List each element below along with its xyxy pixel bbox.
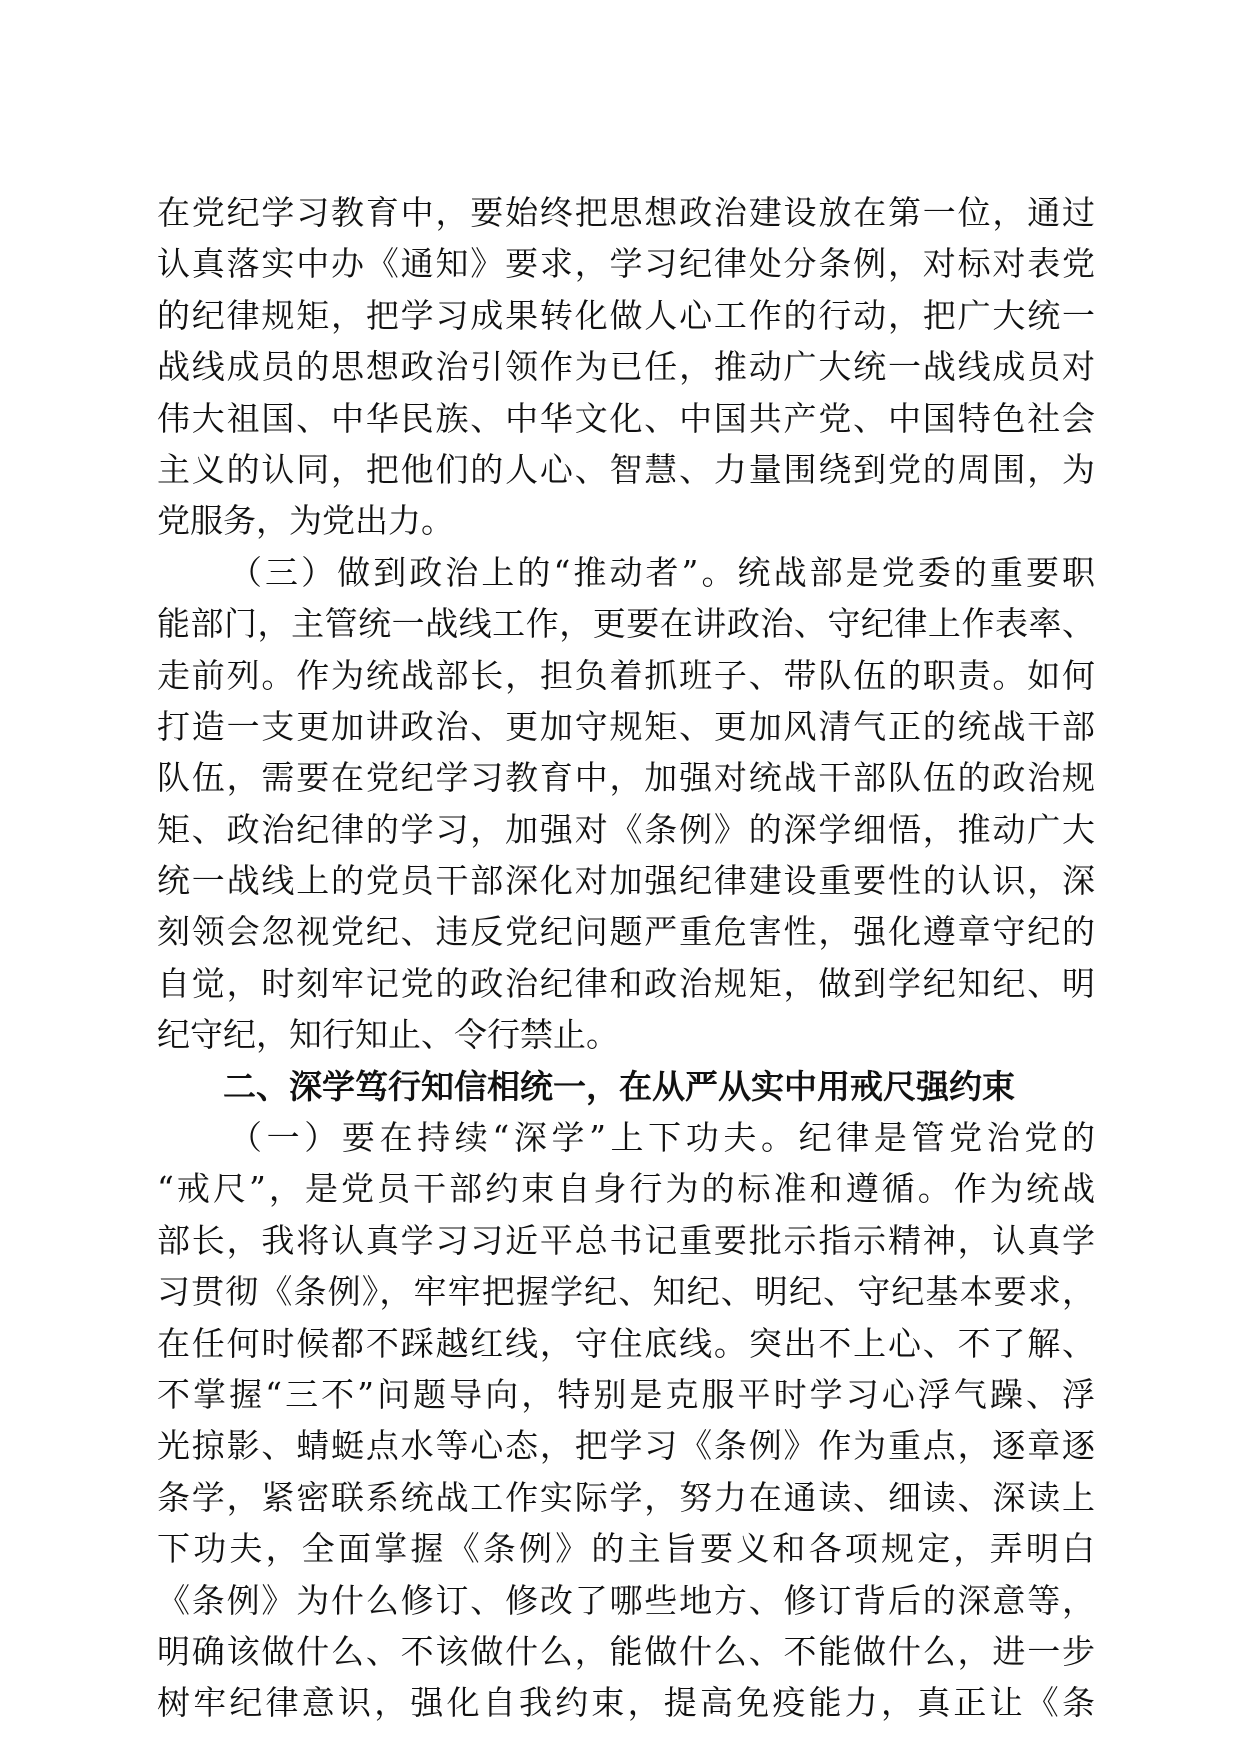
paragraph-line: （一）要在持续“深学”上下功夫。纪律是管党治党的 xyxy=(229,1118,1095,1158)
paragraph-line: 刻领会忽视党纪、违反党纪问题严重危害性，强化遵章守纪的 xyxy=(157,912,1095,952)
paragraph-line: 部长，我将认真学习习近平总书记重要批示指示精神，认真学 xyxy=(157,1220,1095,1260)
paragraph-line: 认真落实中办《通知》要求，学习纪律处分条例，对标对表党 xyxy=(157,244,1095,284)
paragraph-line: 伟大祖国、中华民族、中华文化、中国共产党、中国特色社会 xyxy=(157,398,1095,438)
paragraph-line: 走前列。作为统战部长，担负着抓班子、带队伍的职责。如何 xyxy=(157,655,1095,695)
paragraph-line: 能部门，主管统一战线工作，更要在讲政治、守纪律上作表率、 xyxy=(157,604,1095,644)
paragraph-line: 党服务，为党出力。 xyxy=(157,501,454,541)
paragraph-line: 打造一支更加讲政治、更加守规矩、更加风清气正的统战干部 xyxy=(157,706,1095,746)
paragraph-line: 矩、政治纪律的学习，加强对《条例》的深学细悟，推动广大 xyxy=(157,809,1095,849)
paragraph-line: 在任何时候都不踩越红线，守住底线。突出不上心、不了解、 xyxy=(157,1323,1095,1363)
paragraph-line: 树牢纪律意识，强化自我约束，提高免疫能力，真正让《条 xyxy=(157,1683,1095,1723)
paragraph-line: 条学，紧密联系统战工作实际学，努力在通读、细读、深读上 xyxy=(157,1477,1095,1517)
paragraph-line: 统一战线上的党员干部深化对加强纪律建设重要性的认识，深 xyxy=(157,861,1095,901)
paragraph-line: 习贯彻《条例》，牢牢把握学纪、知纪、明纪、守纪基本要求， xyxy=(157,1272,1095,1312)
paragraph-line: 在党纪学习教育中，要始终把思想政治建设放在第一位，通过 xyxy=(157,193,1095,232)
paragraph-line: 主义的认同，把他们的人心、智慧、力量围绕到党的周围，为 xyxy=(157,449,1095,489)
paragraph-line: 下功夫，全面掌握《条例》的主旨要义和各项规定，弄明白 xyxy=(157,1529,1095,1569)
section-heading: 二、深学笃行知信相统一，在从严从实中用戒尺强约束 xyxy=(223,1066,1015,1106)
paragraph-line: 纪守纪，知行知止、令行禁止。 xyxy=(157,1015,619,1055)
paragraph-line: “戒尺”，是党员干部约束自身行为的标准和遵循。作为统战 xyxy=(157,1169,1095,1209)
paragraph-line: 不掌握“三不”问题导向，特别是克服平时学习心浮气躁、浮 xyxy=(157,1374,1095,1414)
paragraph-line: 战线成员的思想政治引领作为已任，推动广大统一战线成员对 xyxy=(157,347,1095,387)
document-body xyxy=(157,187,1095,1729)
paragraph-line: 光掠影、蜻蜓点水等心态，把学习《条例》作为重点，逐章逐 xyxy=(157,1426,1095,1466)
paragraph-line: 的纪律规矩，把学习成果转化做人心工作的行动，把广大统一 xyxy=(157,295,1095,335)
paragraph-line: （三）做到政治上的“推动者”。统战部是党委的重要职 xyxy=(229,552,1095,592)
paragraph-line: 自觉，时刻牢记党的政治纪律和政治规矩，做到学纪知纪、明 xyxy=(157,963,1095,1003)
paragraph-line: 队伍，需要在党纪学习教育中，加强对统战干部队伍的政治规 xyxy=(157,758,1095,798)
paragraph-line: 明确该做什么、不该做什么，能做什么、不能做什么，进一步 xyxy=(157,1631,1095,1671)
paragraph-line: 《条例》为什么修订、修改了哪些地方、修订背后的深意等， xyxy=(157,1580,1095,1620)
